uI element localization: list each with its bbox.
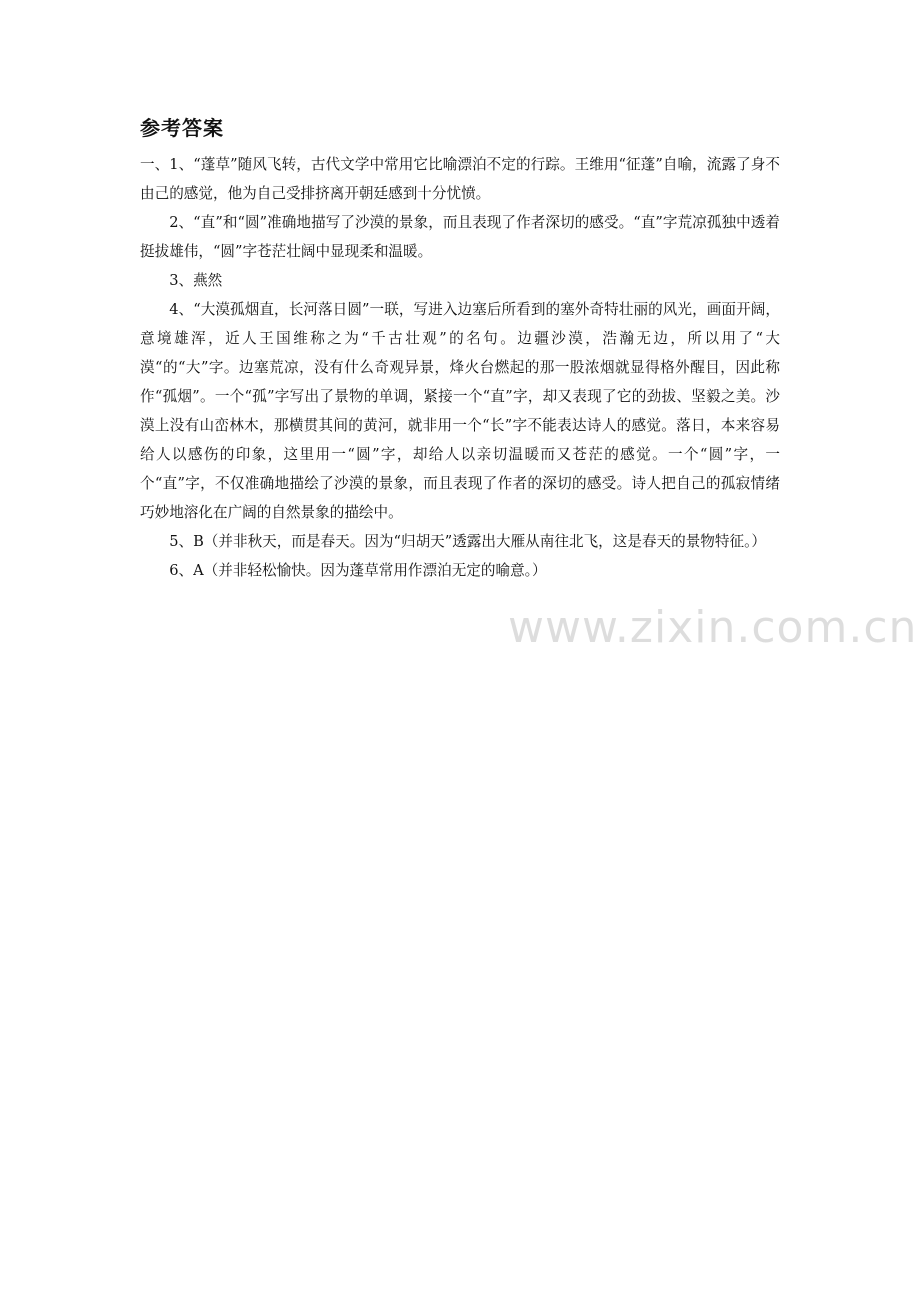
answer-item-4: 4、“大漠孤烟直，长河落日圆”一联，写进入边塞后所看到的塞外奇特壮丽的风光，画面开阔，意境雄浑，近人王国维称之为“千古壮观”的名句。边疆沙漠，浩瀚无边，所以用了“大漠“的“大”字。边塞荒凉，没有什么奇观异景，烽火台燃起的那一股浓烟就显得格外醒目，因此称作“孤烟”。一个“孤”字写出了景物的单调，紧接一个“直”字，却又表现了它的劲拔、坚毅之美。沙漠上没有山峦林木，那横贯其间的黄河，就非用一个“长”字不能表达诗人的感觉。落日，本来容易给人以感伤的印象，这里用一“圆”字，却给人以亲切温暖而又苍茫的感觉。一个“圆”字，一个“直”字，不仅准确地描绘了沙漠的景象，而且表现了作者的深切的感受。诗人把自己的孤寂情绪巧妙地溶化在广阔的自然景象的描绘中。 [140,301,780,521]
answer-list [140,150,780,585]
page-title: 参考答案 [140,116,224,140]
watermark: www.zixin.com.cn [508,602,918,653]
answer-item-6: 6、A（并非轻松愉快。因为蓬草常用作漂泊无定的喻意。） [169,562,547,579]
answer-item-2: 2、“直”和“圆”准确地描写了沙漠的景象，而且表现了作者深切的感受。“直”字荒凉孤独中透着挺拔雄伟，“圆”字苍茫壮阔中显现柔和温暖。 [140,214,780,260]
answer-item-5: 5、B（并非秋天，而是春天。因为“归胡天”透露出大雁从南往北飞，这是春天的景物特征。） [169,533,766,550]
answer-item-1: 一、1、“蓬草”随风飞转，古代文学中常用它比喻漂泊不定的行踪。王维用“征蓬”自喻，流露了身不由己的感觉，他为自己受排挤离开朝廷感到十分忧愤。 [140,156,780,202]
answer-item-3: 3、燕然 [169,272,223,289]
